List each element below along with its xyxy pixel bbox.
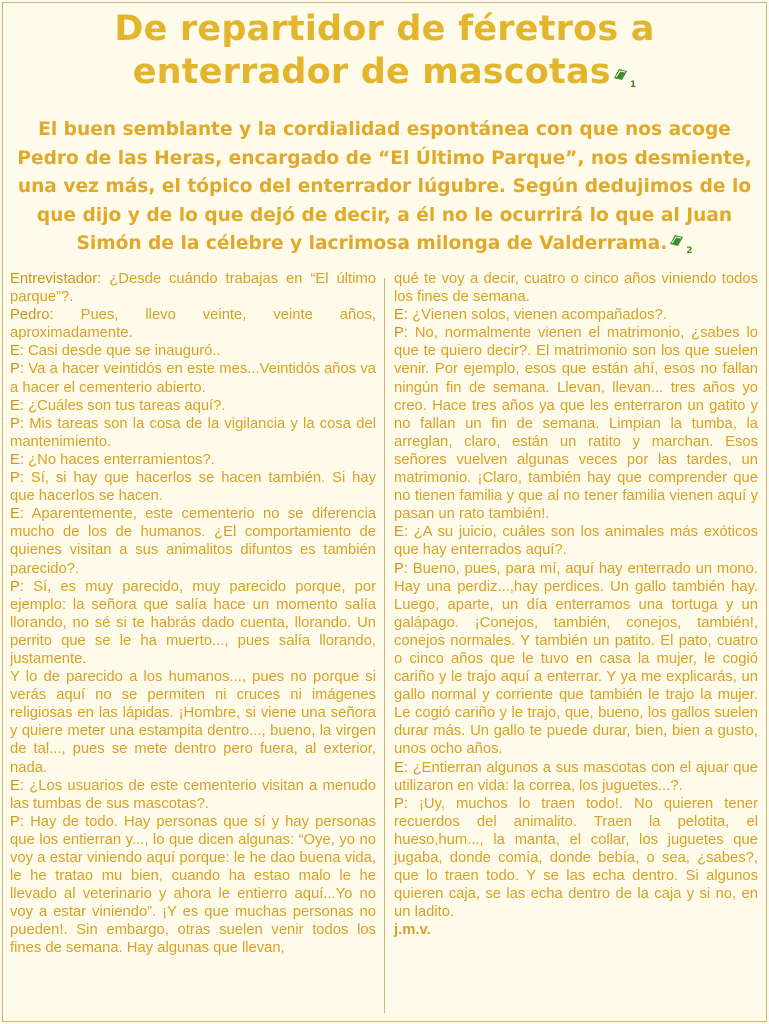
speaker-label: Entrevistador:	[10, 271, 102, 287]
paragraph-text: ¿Vienen solos, vienen acompañados?.	[407, 307, 667, 324]
speaker-label: P:	[10, 415, 24, 432]
interview-paragraph	[10, 578, 376, 668]
interview-paragraph	[10, 342, 376, 360]
speaker-label: E:	[10, 343, 24, 360]
interview-paragraph	[10, 668, 376, 777]
speaker-label: E:	[10, 397, 24, 414]
article-title	[20, 8, 749, 103]
interview-paragraph	[394, 270, 758, 306]
speaker-label: Pedro:	[10, 307, 54, 324]
paragraph-text: Casi desde que se inauguró..	[23, 343, 221, 360]
paragraph-text: qué te voy a decir, cuatro o cinco años viniendo todos los fines de semana.	[394, 271, 758, 306]
interview-paragraph	[10, 306, 376, 342]
interview-paragraph	[394, 324, 758, 523]
paragraph-text: ¿A su juicio, cuáles son los animales más exóticos que hay enterrados aquí?.	[394, 524, 758, 559]
speaker-label: P:	[10, 361, 24, 378]
interview-paragraph	[10, 813, 376, 958]
paragraph-text: Va a hacer veintidós en este mes...Veintidós años va a hacer el cementerio abierto.	[10, 361, 376, 396]
footnote-2-icon[interactable]	[669, 235, 685, 249]
paragraph-text: No, normalmente vienen el matrimonio, ¿sabes lo que te quiero decir?. El matrimonio son los que suelen venir. Por ejemplo, esos que están ahí, esos no fallan ningún fin de semana. Llevan, llevan... tres años yo creo. Hace tres años ya que les enterraron un gatito y no fallan un fin de semana. Limpian la tumba, la arreglan, claro, están un ratito y marchan. Esos señores vuelven algunas veces por las tardes, un matrimonio. ¡Claro, también hay que comprender que no tienen familia y que al no tener familia vienen aquí y pasan un rato también!.	[394, 325, 758, 523]
interview-paragraph	[394, 523, 758, 559]
paragraph-text: ¿Desde cuándo trabajas en “El último parque”?.	[10, 271, 376, 306]
interview-paragraph	[10, 270, 376, 306]
speaker-label: P:	[394, 560, 408, 577]
interview-paragraph	[394, 759, 758, 795]
paragraph-text: Pues, llevo veinte, veinte años, aproximadamente.	[10, 307, 376, 342]
title-text: De repartidor de féretros a enterrador de mascotas	[114, 9, 655, 92]
paragraph-text: ¿Los usuarios de este cementerio visitan a menudo las tumbas de sus mascotas?.	[10, 777, 376, 812]
intro-text: El buen semblante y la cordialidad espontánea con que nos acoge Pedro de las Heras, encargado de “El Último Parque”, nos desmiente, una vez más, el tópico del enterrador lúgubre. Según dedujimos de lo que dijo y de lo que dejó de decir, a él no le ocurrirá lo que al Juan Simón de la célebre y lacrimosa milonga de Valderrama.	[17, 119, 752, 255]
interview-paragraph	[394, 560, 758, 759]
article-intro	[10, 116, 759, 262]
interview-paragraph	[10, 451, 376, 469]
paragraph-text: Y lo de parecido a los humanos..., pues no porque si verás aquí no se permiten ni cruces ni imágenes religiosas en las lápidas. ¡Hombre, si viene una señora y quiere meter una estampita dentro..., bueno, la virgen de tal..., pues se mete dentro pero fuera, al exterior, nada.	[10, 669, 376, 776]
interview-paragraph	[394, 306, 758, 324]
paragraph-text: Sí, si hay que hacerlos se hacen también. Si hay que hacerlos se hacen.	[10, 470, 376, 505]
interview-paragraph	[10, 415, 376, 451]
paragraph-text: ¿No haces enterramientos?.	[23, 451, 215, 468]
paragraph-text: ¡Uy, muchos lo traen todo!. No quieren tener recuerdos del animalito. Traen la pelotita, el hueso,hum..., la manta, el collar, los juguetes que jugaba, donde comía, donde bebía, o sea, ¿sabes?, que lo traen todo. Y se las echa dentro. Si algunos quieren caja, se las echa dentro de la caja y si no, en un ladito.	[394, 795, 758, 921]
speaker-label: E:	[10, 451, 24, 468]
speaker-label: E:	[394, 759, 408, 776]
author-signature: j.m.v.	[394, 922, 431, 939]
interview-paragraph	[10, 469, 376, 505]
footnote-1-number: 1	[629, 80, 637, 90]
footnote-2-number: 2	[686, 246, 693, 257]
speaker-label: E:	[10, 506, 24, 523]
paragraph-text: Sí, es muy parecido, muy parecido porque, por ejemplo: la señora que salía hace un momento salía llorando, no sé si te habrás dado cuenta, llorando. Un perrito que se le ha muerto..., pues salía llorando, justamente.	[10, 578, 376, 667]
column-divider	[384, 278, 385, 1013]
speaker-label: E:	[394, 524, 408, 541]
speaker-label: P:	[394, 325, 408, 342]
speaker-label: P:	[10, 813, 24, 830]
footnote-1-icon[interactable]	[613, 69, 629, 83]
paragraph-text: Bueno, pues, para mí, aquí hay enterrado un mono. Hay una perdiz...,hay perdices. Un gallo también hay. Luego, aparte, un día enterramos una tortuga y un galápago. ¡Conejos, también, conejos, también!, conejos normales. Y también un patito. El pato, cuatro o cinco años que le tuvo en casa la mujer, le cogió cariño y le trajo aquí a enterrar. Y ya me explicarás, un gallo normal y corriente que también le trajo la mujer. Le cogió cariño y le trajo, que, bueno, los gallos suelen durar más. Un gallo te puede durar, bien, bien a gusto, unos ocho años.	[394, 560, 758, 758]
interview-paragraph	[394, 795, 758, 922]
interview-paragraph	[10, 505, 376, 577]
interview-paragraph	[10, 360, 376, 396]
speaker-label: P:	[394, 795, 408, 812]
paragraph-text: Aparentemente, este cementerio no se diferencia mucho de los de humanos. ¿El comportamiento de quienes visitan a sus animalitos difuntos es también parecido?.	[10, 506, 376, 577]
speaker-label: E:	[10, 777, 24, 794]
interview-column-right	[394, 270, 758, 939]
paragraph-text: Mis tareas son la cosa de la vigilancia y la cosa del mantenimiento.	[10, 415, 376, 450]
paragraph-text: ¿Entierran algunos a sus mascotas con el ajuar que utilizaron en vida: la correa, los juguetes...?.	[394, 759, 758, 794]
paragraph-text: Hay de todo. Hay personas que sí y hay personas que los entierran y..., lo que dicen algunas: “Oye, yo no voy a estar viniendo aquí porque: le he dao buena vida, le he tratao mu bien, cuando ha estao malo le he llevado al veterinario y ahora le entierro aquí...Yo no voy a estar viniendo”. ¡Y es que muchas personas no pueden!. Sin embargo, otras suelen venir todos los fines de semana. Hay algunas que llevan,	[10, 813, 376, 957]
speaker-label: P:	[10, 470, 24, 487]
interview-paragraph	[10, 397, 376, 415]
speaker-label: P:	[10, 578, 24, 595]
paragraph-text: ¿Cuáles son tus tareas aquí?.	[23, 397, 226, 414]
speaker-label: E:	[394, 307, 408, 324]
interview-paragraph	[10, 777, 376, 813]
interview-column-left	[10, 270, 376, 958]
